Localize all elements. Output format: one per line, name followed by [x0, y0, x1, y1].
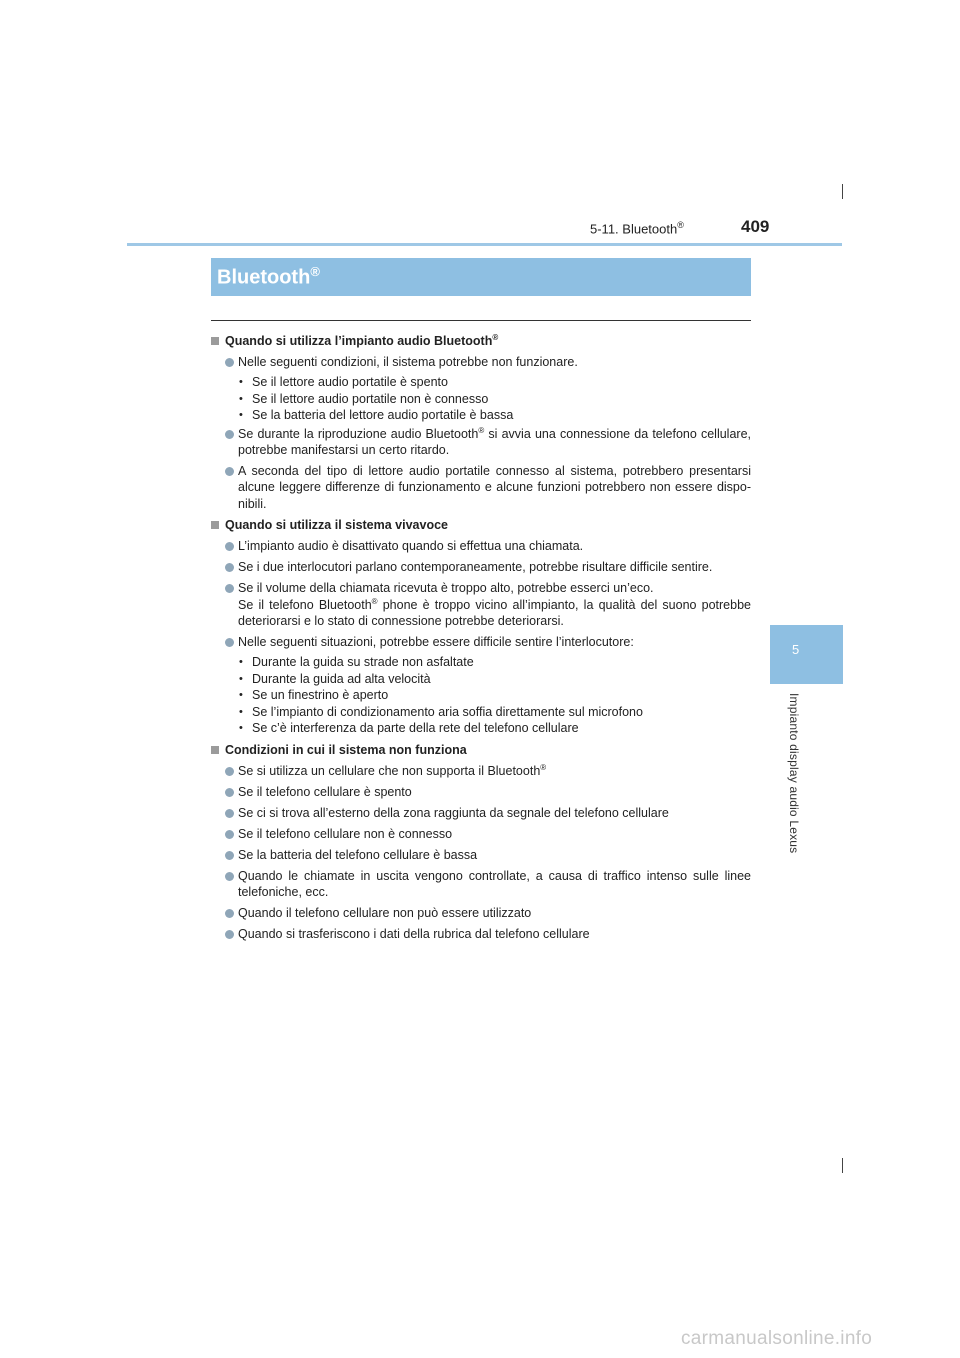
list-item-text: Quando si trasferiscono i dati della rubrica dal telefono cellulare: [238, 926, 590, 941]
round-bullet-icon: [225, 872, 234, 881]
chapter-tab: [770, 625, 843, 684]
list-item-text-cont: si avvia una connessione da telefono cellulare, potrebbe manifestarsi un certo ritardo.: [238, 426, 751, 458]
sub-list-item: • Durante la guida su strade non asfaltate: [211, 654, 751, 670]
square-bullet-icon: [211, 337, 219, 345]
list-item: [211, 354, 751, 370]
section-heading-text: Quando si utilizza l’impianto audio Bluetooth: [225, 334, 493, 348]
list-item: [211, 926, 751, 942]
square-bullet-icon: [211, 746, 219, 754]
list-item: [211, 426, 751, 459]
list-item: [211, 538, 751, 554]
list-item: [211, 634, 751, 650]
content-body: [211, 328, 751, 942]
watermark: carmanualsonline.info: [681, 1328, 873, 1349]
page-title: [217, 264, 320, 290]
round-bullet-icon: [225, 563, 234, 572]
round-bullet-icon: [225, 767, 234, 776]
round-bullet-icon: [225, 809, 234, 818]
list-item: [211, 763, 751, 779]
list-item-text-line2: Se il telefono Bluetooth: [238, 597, 372, 612]
list-item-text: Se il telefono cellulare è spento: [238, 784, 412, 799]
page-number: 409: [741, 217, 770, 236]
section-heading-text: Condizioni in cui il sistema non funziona: [225, 742, 467, 757]
sub-list-item: • Se il lettore audio portatile è spento: [211, 374, 751, 390]
section-heading-sup: ®: [492, 332, 499, 342]
list-item: [211, 905, 751, 921]
chapter-label: Impianto display audio Lexus: [787, 693, 801, 854]
list-item-text: Se la batteria del telefono cellulare è bassa: [238, 847, 478, 862]
sub-list-item: • Se l’impianto di condizionamento aria soffia direttamente sul microfono: [211, 704, 751, 720]
list-item-text: Se i due interlocutori parlano contemporaneamente, potrebbe risultare difficile sentire.: [238, 560, 713, 575]
list-item-text: A seconda del tipo di lettore audio portatile connesso al sistema, potrebbero presentarsi alcune leggere differenze di funzionamento e alcune funzioni potrebbero non essere dispo-nibili.: [238, 464, 751, 511]
sub-list: [211, 374, 751, 423]
sub-list-item: • Se c’è interferenza da parte della rete del telefono cellulare: [211, 720, 751, 736]
page-title-text: Bluetooth: [217, 266, 311, 289]
round-bullet-icon: [225, 467, 234, 476]
section-heading: [211, 742, 751, 758]
list-item-text: Nelle seguenti situazioni, potrebbe essere difficile sentire l’interlocutore:: [238, 635, 634, 650]
square-bullet-icon: [211, 521, 219, 529]
list-item: [211, 784, 751, 800]
list-item: [211, 805, 751, 821]
sub-list-item: • Se il lettore audio portatile non è connesso: [211, 391, 751, 407]
round-bullet-icon: [225, 930, 234, 939]
list-item: [211, 463, 751, 512]
sub-list-item: • Se la batteria del lettore audio portatile è bassa: [211, 407, 751, 423]
round-bullet-icon: [225, 830, 234, 839]
list-item-text-cont: phone è troppo vicino all’impianto, la qualità del suono potrebbe deteriorarsi e lo stato di connessione potrebbe deteriorarsi.: [238, 597, 751, 629]
round-bullet-icon: [225, 358, 234, 367]
list-item: [211, 559, 751, 575]
section-heading: [211, 517, 751, 533]
list-item-text: Se ci si trova all’esterno della zona raggiunta da segnale del telefono cellulare: [238, 805, 669, 820]
list-item-text: Se durante la riproduzione audio Bluetooth: [238, 426, 479, 441]
round-bullet-icon: [225, 542, 234, 551]
list-item-sup: ®: [371, 596, 378, 606]
crop-mark-bottom: [842, 1158, 843, 1173]
list-item-text: Quando il telefono cellulare non può essere utilizzato: [238, 905, 532, 920]
page-title-sup: ®: [310, 264, 320, 279]
sub-list-item: • Durante la guida ad alta velocità: [211, 671, 751, 687]
sub-list: [211, 654, 751, 736]
list-item-sup: ®: [478, 425, 485, 435]
chapter-number: 5: [792, 642, 800, 657]
round-bullet-icon: [225, 638, 234, 647]
list-item-text: Se il telefono cellulare non è connesso: [238, 826, 453, 841]
header-section-sup: ®: [677, 220, 684, 230]
title-band: [211, 258, 751, 296]
header-section-text: 5-11. Bluetooth: [590, 221, 678, 237]
sub-list-item: • Se un finestrino è aperto: [211, 687, 751, 703]
round-bullet-icon: [225, 788, 234, 797]
round-bullet-icon: [225, 909, 234, 918]
content-rule: [211, 320, 751, 321]
list-item-text: L’impianto audio è disattivato quando si effettua una chiamata.: [238, 539, 584, 554]
list-item: [211, 847, 751, 863]
section-heading: [211, 333, 751, 349]
section-heading-text: Quando si utilizza il sistema vivavoce: [225, 518, 448, 533]
list-item-text: Se il volume della chiamata ricevuta è troppo alto, potrebbe esserci un’eco.: [238, 581, 654, 596]
header-section-title: [590, 220, 684, 236]
list-item-text: Nelle seguenti condizioni, il sistema potrebbe non funzionare.: [238, 355, 578, 369]
crop-mark-top: [842, 184, 843, 199]
list-item-sup: ®: [540, 762, 547, 772]
round-bullet-icon: [225, 430, 234, 439]
list-item: [211, 868, 751, 901]
round-bullet-icon: [225, 851, 234, 860]
list-item: [211, 580, 751, 629]
list-item-text: Quando le chiamate in uscita vengono controllate, a causa di traffico intenso sulle linee telefoniche, ecc.: [238, 868, 751, 899]
list-item: [211, 826, 751, 842]
round-bullet-icon: [225, 584, 234, 593]
header-rule: [127, 243, 842, 246]
list-item-text: Se si utilizza un cellulare che non supporta il Bluetooth: [238, 763, 541, 778]
